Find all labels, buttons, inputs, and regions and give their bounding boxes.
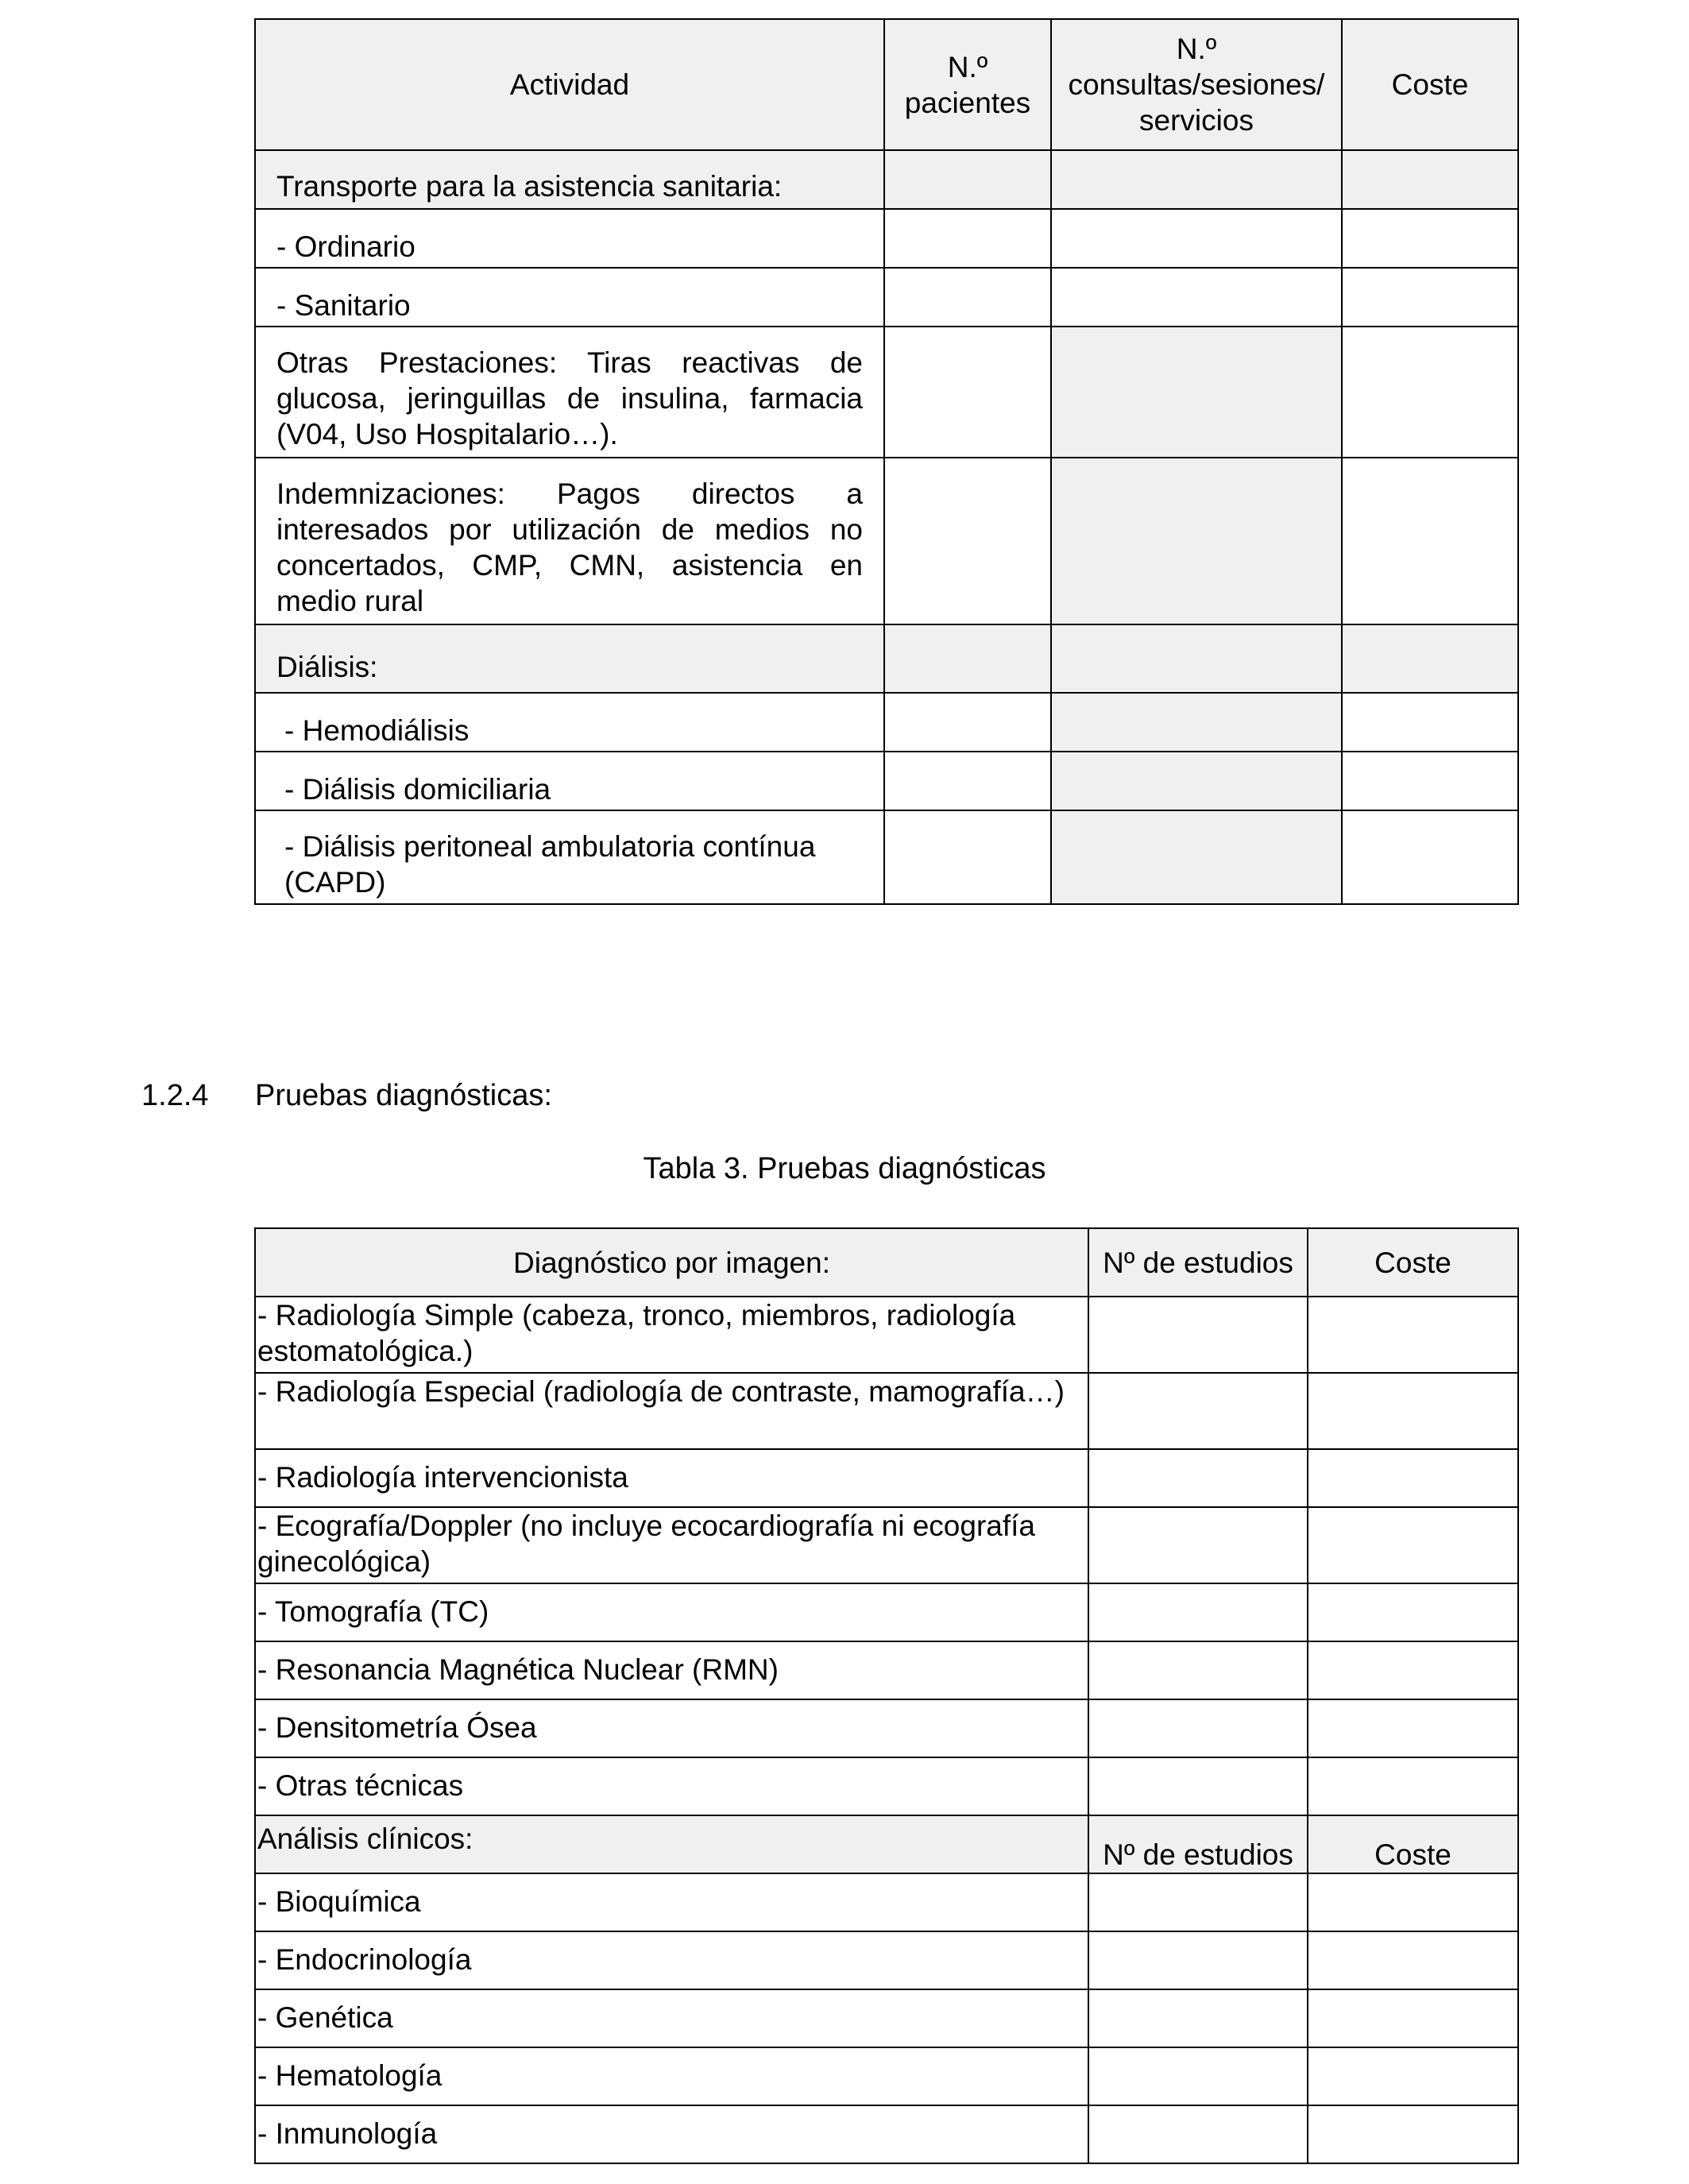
row-densitometria: - Densitometría Ósea — [255, 1699, 1088, 1757]
cell-coste — [1308, 1699, 1518, 1757]
cell-coste — [1308, 1641, 1518, 1699]
cell-coste — [1308, 1931, 1518, 1989]
header-actividad: Actividad — [255, 19, 884, 150]
cell-estudios — [1088, 1641, 1308, 1699]
section-number: 1.2.4 — [141, 1079, 209, 1112]
cell-pacientes — [884, 752, 1051, 810]
cell-coste — [1308, 1873, 1518, 1931]
cell-coste — [1308, 1449, 1518, 1507]
row-dialisis: Diálisis: — [255, 624, 884, 693]
row-hemodialisis: - Hemodiálisis — [255, 693, 884, 752]
activity-cost-table — [254, 18, 1519, 905]
row-dialisis-domiciliaria: - Diálisis domiciliaria — [255, 752, 884, 810]
cell-coste — [1308, 1757, 1518, 1815]
cell-pacientes — [884, 150, 1051, 209]
cell-estudios — [1088, 2105, 1308, 2163]
cell-consultas — [1051, 150, 1342, 209]
cell-estudios — [1088, 1873, 1308, 1931]
header-n-estudios: Nº de estudios — [1088, 1815, 1308, 1873]
cell-pacientes — [884, 458, 1051, 624]
header-coste: Coste — [1308, 1815, 1518, 1873]
cell-estudios — [1088, 1699, 1308, 1757]
cell-coste — [1342, 624, 1518, 693]
cell-estudios — [1088, 1583, 1308, 1641]
cell-consultas — [1051, 327, 1342, 458]
cell-estudios — [1088, 1507, 1308, 1583]
cell-pacientes — [884, 693, 1051, 752]
cell-pacientes — [884, 810, 1051, 904]
row-otras-prestaciones: Otras Prestaciones: Tiras reactivas de glucosa, jeringuillas de insulina, farmacia (V04, Uso Hospitalario…). — [255, 327, 884, 458]
row-endocrinologia: - Endocrinología — [255, 1931, 1088, 1989]
header-n-estudios: Nº de estudios — [1088, 1228, 1308, 1297]
row-ecografia-doppler: - Ecografía/Doppler (no incluye ecocardiografía ni ecografía ginecológica) — [255, 1507, 1088, 1583]
row-ordinario: - Ordinario — [255, 209, 884, 268]
cell-pacientes — [884, 268, 1051, 327]
cell-coste — [1342, 752, 1518, 810]
cell-coste — [1308, 1297, 1518, 1373]
header-diagnostico-imagen: Diagnóstico por imagen: — [255, 1228, 1088, 1297]
header-coste: Coste — [1342, 19, 1518, 150]
row-radiologia-intervencionista: - Radiología intervencionista — [255, 1449, 1088, 1507]
cell-coste — [1342, 693, 1518, 752]
header-n-pacientes: N.º pacientes — [884, 19, 1051, 150]
cell-coste — [1308, 2105, 1518, 2163]
header-coste: Coste — [1308, 1228, 1518, 1297]
cell-consultas — [1051, 693, 1342, 752]
row-indemnizaciones: Indemnizaciones: Pagos directos a interesados por utilización de medios no concertados, CMP, CMN, asistencia en medio rural — [255, 458, 884, 624]
cell-coste — [1308, 1373, 1518, 1449]
cell-estudios — [1088, 1757, 1308, 1815]
section-title: Pruebas diagnósticas: — [255, 1079, 552, 1112]
row-resonancia: - Resonancia Magnética Nuclear (RMN) — [255, 1641, 1088, 1699]
cell-coste — [1342, 268, 1518, 327]
cell-coste — [1342, 327, 1518, 458]
cell-pacientes — [884, 624, 1051, 693]
table-caption: Tabla 3. Pruebas diagnósticas — [643, 1152, 1046, 1185]
row-otras-tecnicas: - Otras técnicas — [255, 1757, 1088, 1815]
cell-coste — [1308, 1989, 1518, 2047]
cell-consultas — [1051, 458, 1342, 624]
row-inmunologia: - Inmunología — [255, 2105, 1088, 2163]
cell-coste — [1308, 2047, 1518, 2105]
row-hematologia: - Hematología — [255, 2047, 1088, 2105]
row-capd: - Diálisis peritoneal ambulatoria contínua (CAPD) — [255, 810, 884, 904]
cell-consultas — [1051, 268, 1342, 327]
cell-coste — [1308, 1507, 1518, 1583]
cell-consultas — [1051, 810, 1342, 904]
cell-consultas — [1051, 209, 1342, 268]
cell-consultas — [1051, 752, 1342, 810]
row-bioquimica: - Bioquímica — [255, 1873, 1088, 1931]
cell-estudios — [1088, 2047, 1308, 2105]
cell-coste — [1342, 458, 1518, 624]
row-radiologia-simple: - Radiología Simple (cabeza, tronco, miembros, radiología estomatológica.) — [255, 1297, 1088, 1373]
header-analisis-clinicos: Análisis clínicos: — [255, 1815, 1088, 1873]
row-genetica: - Genética — [255, 1989, 1088, 2047]
row-tomografia: - Tomografía (TC) — [255, 1583, 1088, 1641]
cell-estudios — [1088, 1297, 1308, 1373]
row-transporte: Transporte para la asistencia sanitaria: — [255, 150, 884, 209]
cell-coste — [1342, 209, 1518, 268]
cell-estudios — [1088, 1989, 1308, 2047]
diagnostic-tests-table — [254, 1227, 1519, 2164]
header-n-consultas: N.º consultas/sesiones/ servicios — [1051, 19, 1342, 150]
cell-coste — [1342, 150, 1518, 209]
row-radiologia-especial: - Radiología Especial (radiología de contraste, mamografía…) — [255, 1373, 1088, 1449]
cell-estudios — [1088, 1931, 1308, 1989]
cell-coste — [1308, 1583, 1518, 1641]
cell-coste — [1342, 810, 1518, 904]
cell-estudios — [1088, 1373, 1308, 1449]
cell-estudios — [1088, 1449, 1308, 1507]
cell-pacientes — [884, 209, 1051, 268]
cell-consultas — [1051, 624, 1342, 693]
row-sanitario: - Sanitario — [255, 268, 884, 327]
cell-pacientes — [884, 327, 1051, 458]
